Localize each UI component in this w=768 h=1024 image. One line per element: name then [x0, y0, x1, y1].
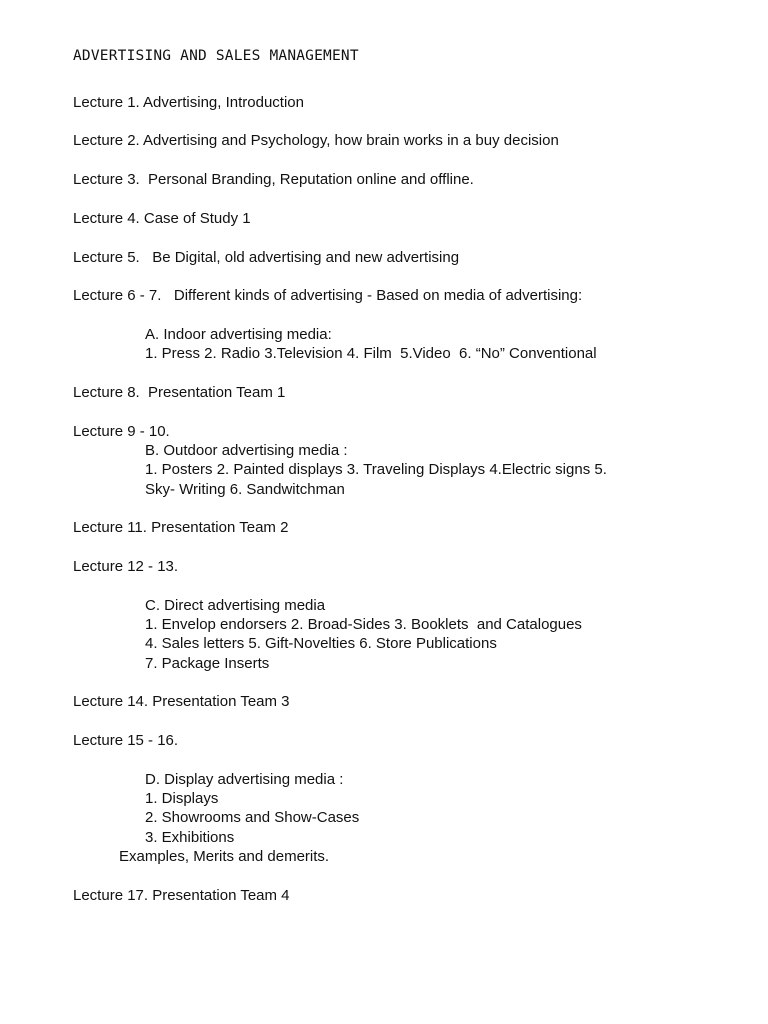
- display-media-heading: D. Display advertising media :: [145, 771, 344, 788]
- lecture-11-line: Lecture 11. Presentation Team 2: [73, 519, 289, 536]
- lecture-15-16-line: Lecture 15 - 16.: [73, 732, 179, 749]
- indoor-media-heading: A. Indoor advertising media:: [145, 326, 332, 343]
- document-title: ADVERTISING AND SALES MANAGEMENT: [73, 48, 359, 64]
- outdoor-media-heading: B. Outdoor advertising media :: [145, 442, 348, 459]
- lecture-3-line: Lecture 3. Personal Branding, Reputation online and offline.: [73, 171, 474, 188]
- lecture-5-line: Lecture 5. Be Digital, old advertising and new advertising: [73, 249, 460, 266]
- lecture-4-line: Lecture 4. Case of Study 1: [73, 210, 251, 227]
- display-media-item-1: 1. Displays: [145, 790, 219, 807]
- lecture-12-13-line: Lecture 12 - 13.: [73, 558, 179, 575]
- direct-media-list-3: 7. Package Inserts: [145, 655, 270, 672]
- direct-media-heading: C. Direct advertising media: [145, 597, 326, 614]
- lecture-8-line: Lecture 8. Presentation Team 1: [73, 384, 286, 401]
- lecture-17-line: Lecture 17. Presentation Team 4: [73, 887, 290, 904]
- lecture-2-line: Lecture 2. Advertising and Psychology, how brain works in a buy decision: [73, 132, 559, 149]
- indoor-media-list: 1. Press 2. Radio 3.Television 4. Film 5.Video 6. “No” Conventional: [145, 345, 597, 362]
- direct-media-list-1: 1. Envelop endorsers 2. Broad-Sides 3. Booklets and Catalogues: [145, 616, 582, 633]
- examples-merits-line: Examples, Merits and demerits.: [119, 848, 330, 865]
- lecture-9-10-line: Lecture 9 - 10.: [73, 423, 170, 440]
- lecture-6-7-line: Lecture 6 - 7. Different kinds of advertising - Based on media of advertising:: [73, 287, 583, 304]
- display-media-item-2: 2. Showrooms and Show-Cases: [145, 809, 360, 826]
- lecture-14-line: Lecture 14. Presentation Team 3: [73, 693, 290, 710]
- direct-media-list-2: 4. Sales letters 5. Gift-Novelties 6. Store Publications: [145, 635, 497, 652]
- lecture-1-line: Lecture 1. Advertising, Introduction: [73, 94, 304, 111]
- display-media-item-3: 3. Exhibitions: [145, 829, 235, 846]
- outdoor-media-list-1: 1. Posters 2. Painted displays 3. Traveling Displays 4.Electric signs 5.: [145, 461, 607, 478]
- outdoor-media-list-2: Sky- Writing 6. Sandwitchman: [145, 481, 345, 498]
